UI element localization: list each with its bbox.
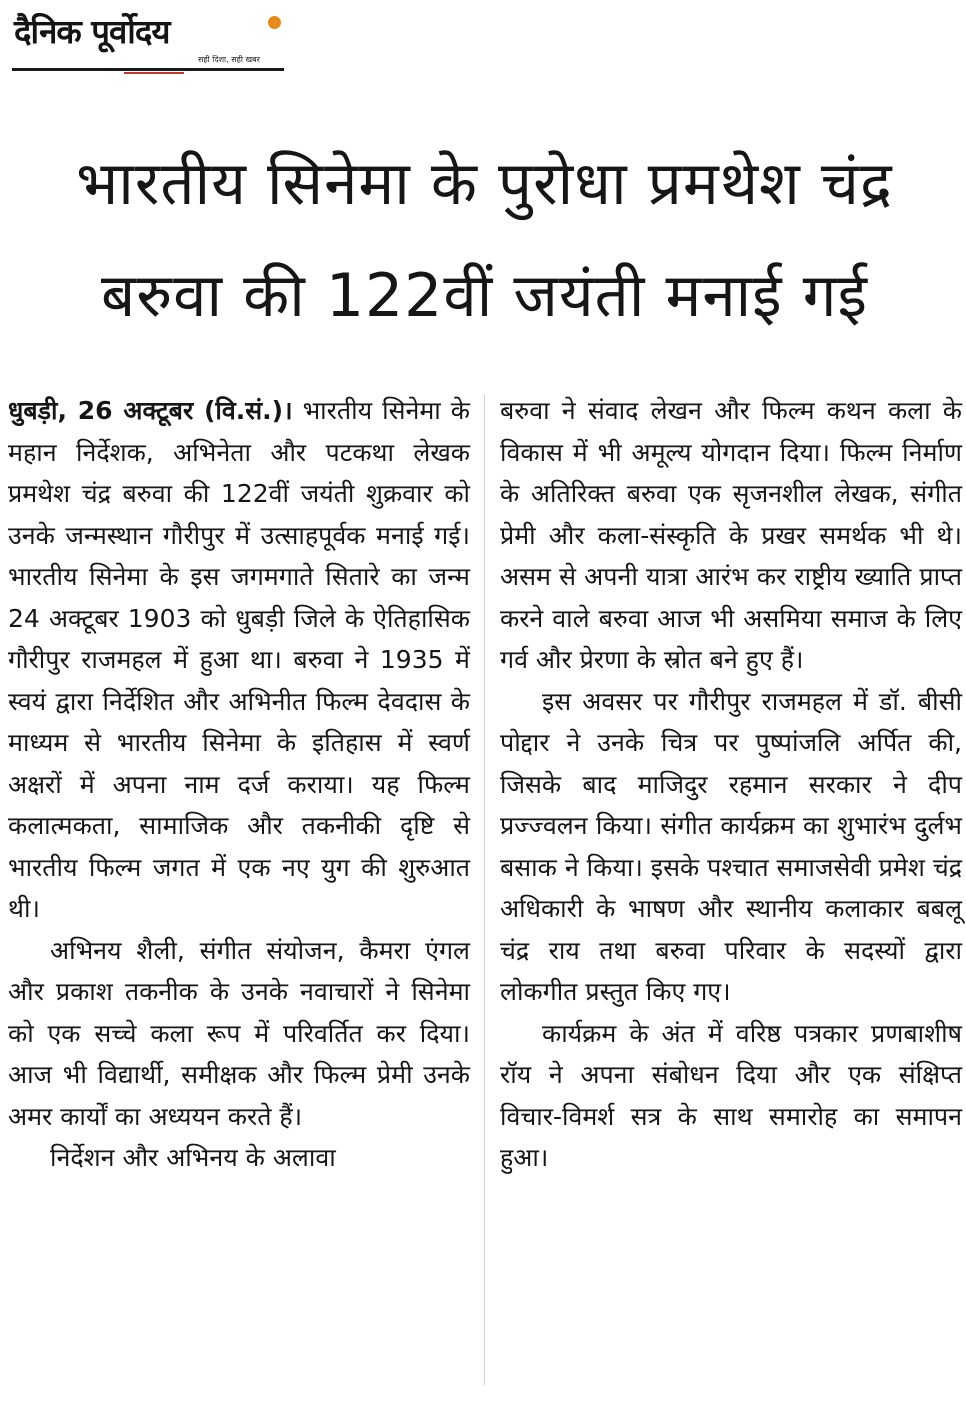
article-column-left <box>8 390 470 1179</box>
masthead-rule <box>12 68 284 71</box>
logo-sun-icon <box>268 16 281 29</box>
column-divider <box>484 395 485 1385</box>
article-dateline: धुबड़ी, 26 अक्टूबर (वि.सं.)। <box>8 396 293 425</box>
article-column-right <box>500 390 962 1179</box>
masthead-accent-line <box>124 72 184 74</box>
newspaper-logo: दैनिक पूर्वोदय <box>14 12 170 51</box>
article-paragraph: बरुवा ने संवाद लेखन और फिल्म कथन कला के विकास में भी अमूल्य योगदान दिया। फिल्म निर्माण के अतिरिक्त बरुवा एक सृजनशील लेखक, संगीत प्रेमी और कला-संस्कृति के प्रखर समर्थक भी थे। असम से अपनी यात्रा आरंभ कर राष्ट्रीय ख्याति प्राप्त करने वाले बरुवा आज भी असमिया समाज के लिए गर्व और प्रेरणा के स्रोत बने हुए हैं। <box>500 396 962 674</box>
article-paragraph: अभिनय शैली, संगीत संयोजन, कैमरा एंगल और प्रकाश तकनीक के उनके नवाचारों ने सिनेमा को एक सच्चे कला रूप में परिवर्तित कर दिया। आज भी विद्यार्थी, समीक्षक और फिल्म प्रेमी उनके अमर कार्यों का अध्ययन करते हैं। <box>8 935 470 1131</box>
article-paragraph: कार्यक्रम के अंत में वरिष्ठ पत्रकार प्रणबाशीष रॉय ने अपना संबोधन दिया और एक संक्षिप्त विचार-विमर्श सत्र के साथ समारोह का समापन हुआ। <box>500 1018 962 1172</box>
article-paragraph-text: भारतीय सिनेमा के महान निर्देशक, अभिनेता और पटकथा लेखक प्रमथेश चंद्र बरुवा की 122वीं जयंती शुक्रवार को उनके जन्मस्थान गौरीपुर में उत्साहपूर्वक मनाई गई। भारतीय सिनेमा के इस जगमगाते सितारे का जन्म 24 अक्टूबर 1903 को धुबड़ी जिले के ऐतिहासिक गौरीपुर राजमहल में हुआ था। बरुवा ने 1935 में स्वयं द्वारा निर्देशित और अभिनीत फिल्म देवदास के माध्यम से भारतीय सिनेमा के इतिहास में स्वर्ण अक्षरों में अपना नाम दर्ज कराया। यह फिल्म कलात्मकता, सामाजिक और तकनीकी दृष्टि से भारतीय फिल्म जगत में एक नए युग की शुरुआत थी। <box>8 396 470 923</box>
article-paragraph <box>8 390 470 930</box>
newspaper-tagline: सही दिशा, सही खबर <box>198 55 260 64</box>
article-paragraph: निर्देशन और अभिनय के अलावा <box>50 1143 336 1172</box>
article-headline: भारतीय सिनेमा के पुरोधा प्रमथेश चंद्र बरुवा की 122वीं जयंती मनाई गई <box>76 149 893 331</box>
article-paragraph: इस अवसर पर गौरीपुर राजमहल में डॉ. बीसी पोद्दार ने उनके चित्र पर पुष्पांजलि अर्पित की, जिसके बाद माजिदुर रहमान सरकार ने दीप प्रज्ज्वलन किया। संगीत कार्यक्रम का शुभारंभ दुर्लभ बसाक ने किया। इसके पश्चात समाजसेवी प्रमेश चंद्र अधिकारी के भाषण और स्थानीय कलाकार बबलू चंद्र राय तथा बरुवा परिवार के सदस्यों द्वारा लोकगीत प्रस्तुत किए गए। <box>500 686 962 1006</box>
masthead <box>12 8 284 72</box>
